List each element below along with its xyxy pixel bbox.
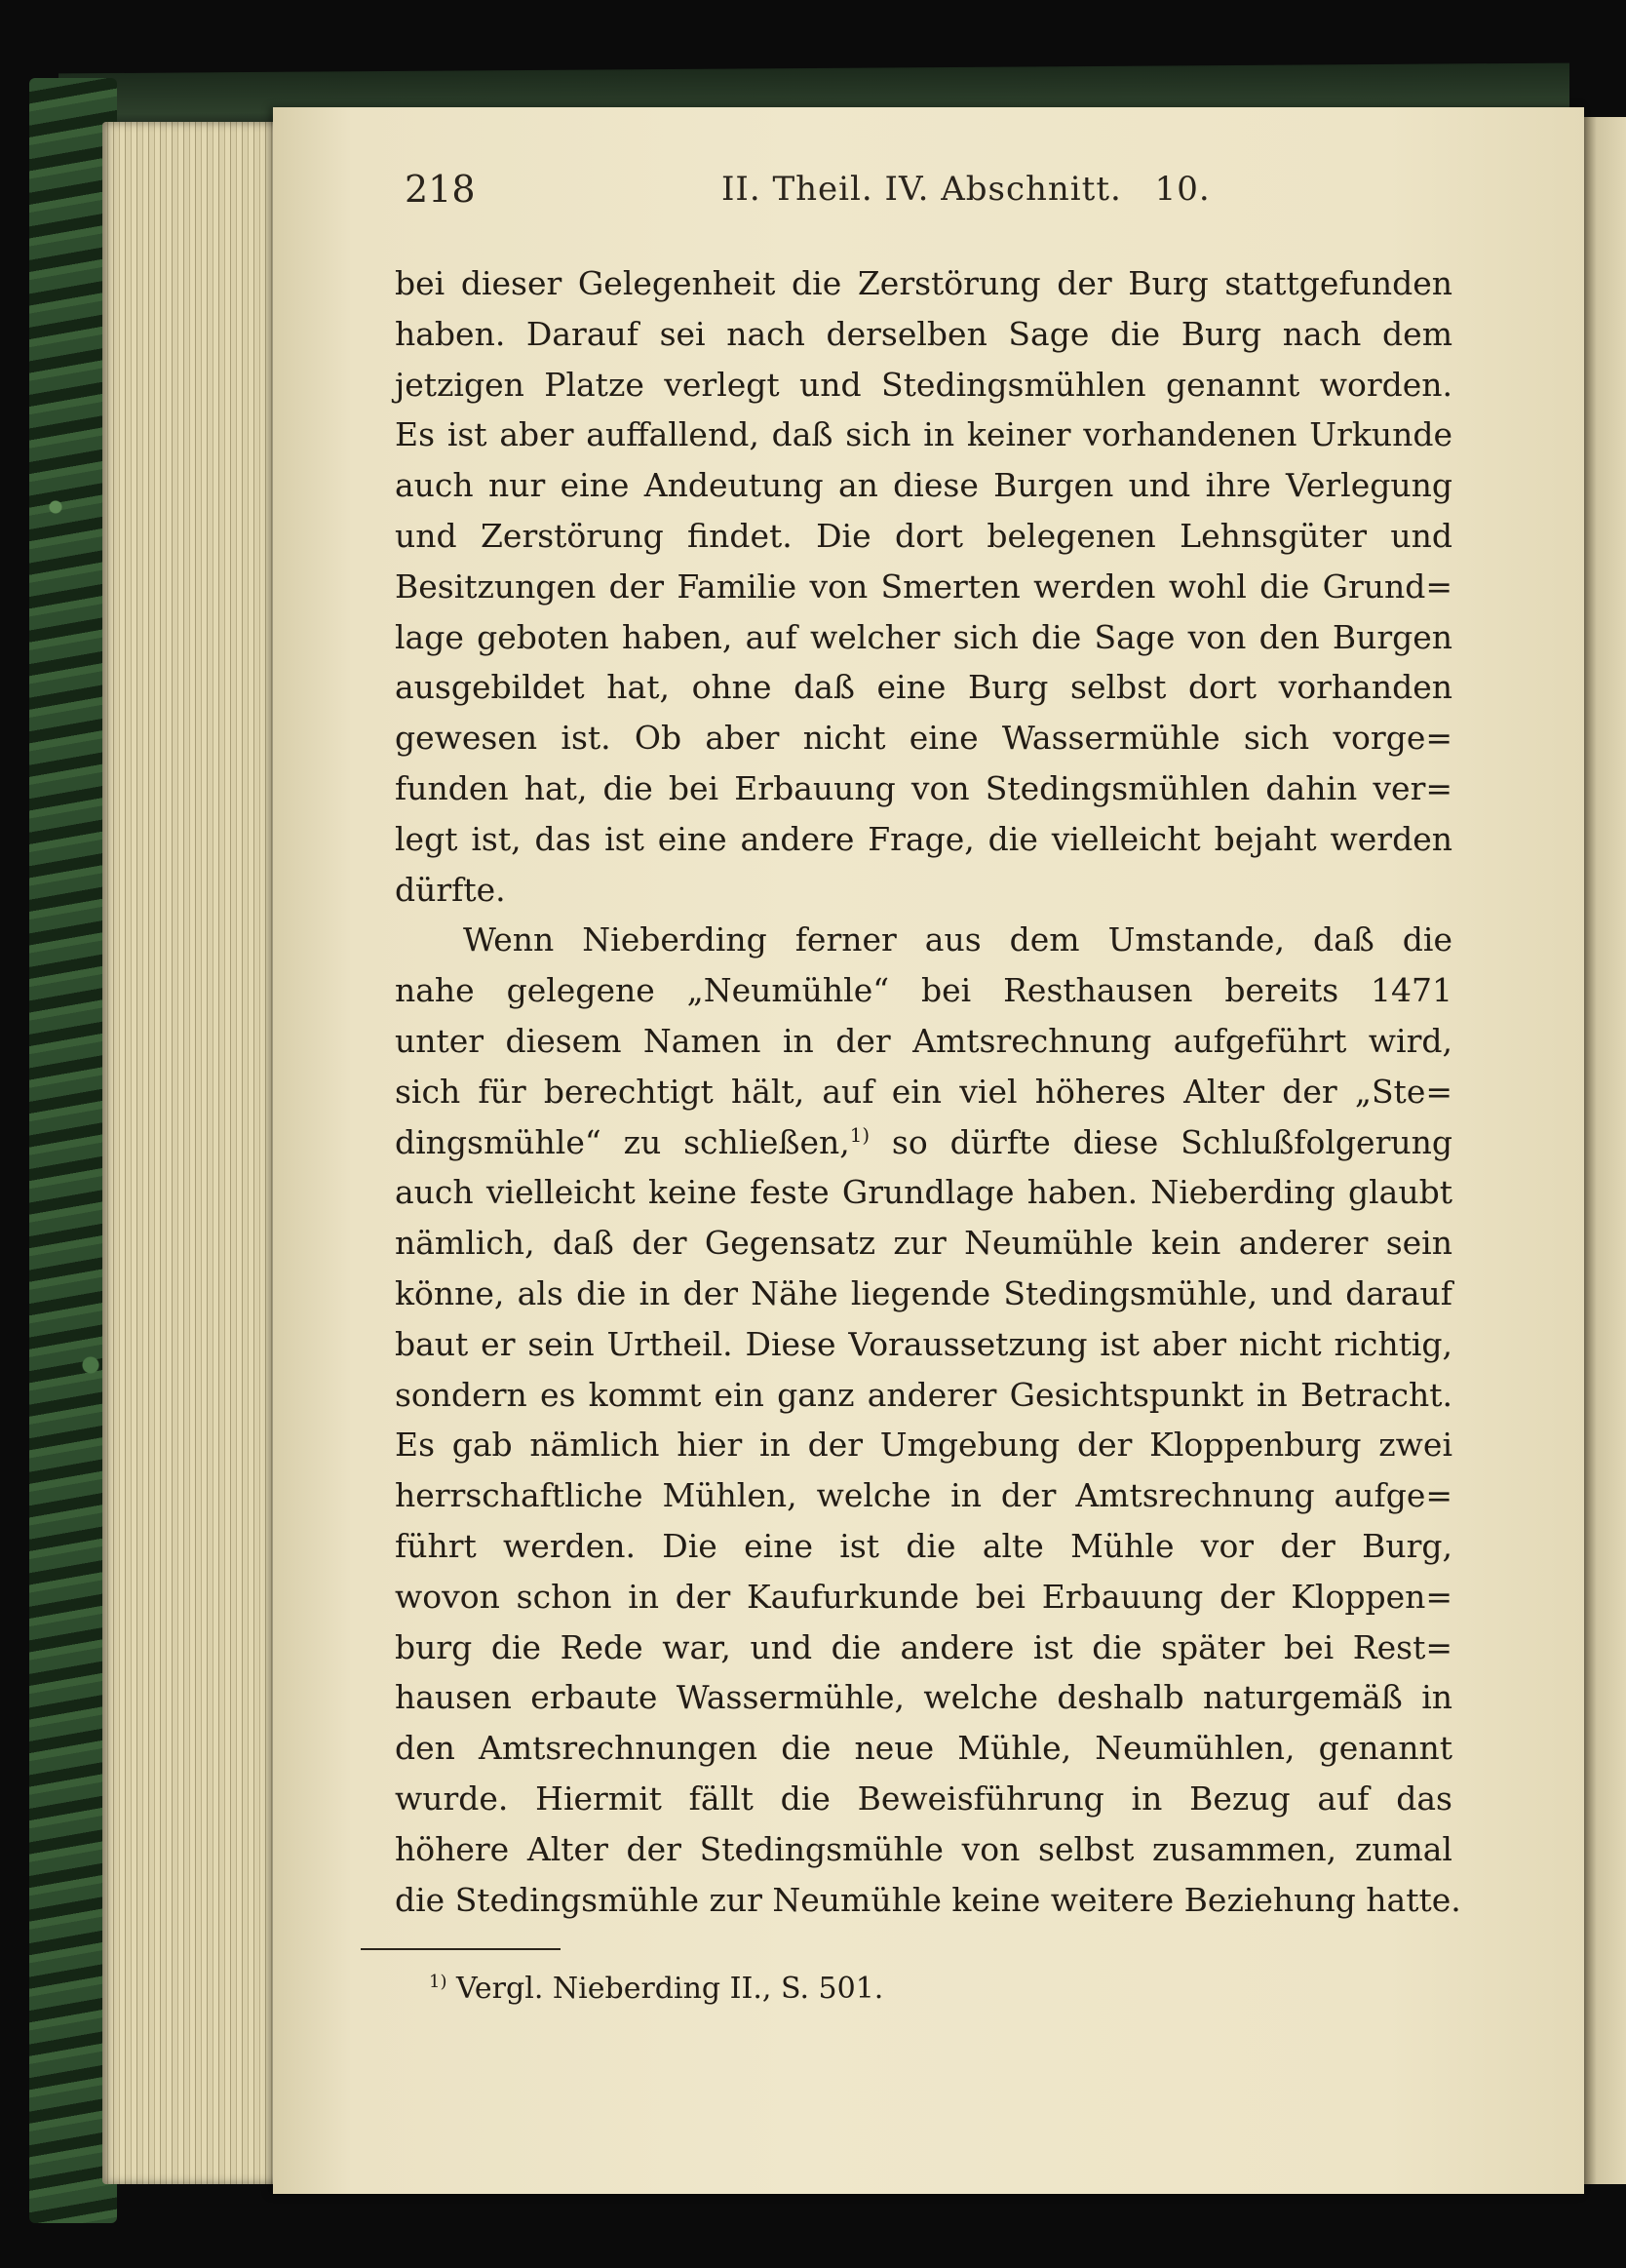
text-line: Es ist aber auffallend, daß sich in keiner vorhandenen Urkunde (395, 415, 1452, 454)
text-line: nämlich, daß der Gegensatz zur Neumühle kein anderer sein (395, 1224, 1452, 1263)
text-line: Es gab nämlich hier in der Umgebung der Kloppenburg zwei (395, 1426, 1452, 1465)
running-head (721, 170, 1211, 209)
text-line: herrschaftliche Mühlen, welche in der Amtsrechnung aufge= (395, 1476, 1452, 1515)
text-line: wurde. Hiermit fällt die Beweisführung in Bezug auf das (395, 1779, 1452, 1818)
text-line: nahe gelegene „Neumühle“ bei Resthausen bereits 1471 (395, 971, 1452, 1010)
text-line-with-footnote (395, 1117, 1452, 1168)
text-line: lage geboten haben, auf welcher sich die Sage von den Burgen (395, 617, 1452, 656)
text-line: bei dieser Gelegenheit die Zerstörung der Burg stattgefunden (395, 264, 1452, 302)
text-line: gewesen ist. Ob aber nicht eine Wassermühle sich vorge= (395, 719, 1452, 758)
text-line: burg die Rede war, und die andere ist die später bei Rest= (395, 1627, 1452, 1666)
body-text (395, 258, 1461, 1925)
text-fragment: so dürfte diese Schlußfolgerung (870, 1122, 1452, 1161)
footnote-reference: 1) (849, 1123, 871, 1147)
text-line: Wenn Nieberding ferner aus dem Umstande, daß die (463, 920, 1452, 959)
text-line: unter diesem Namen in der Amtsrechnung aufgeführt wird, (395, 1021, 1452, 1060)
text-line: sich für berechtigt hält, auf ein viel höheres Alter der „Ste= (395, 1072, 1452, 1111)
running-head-section-number: 10. (1154, 170, 1211, 209)
running-head-section: IV. Abschnitt. (884, 170, 1122, 209)
page-stack-edges (102, 122, 288, 2184)
text-line: könne, als die in der Nähe liegende Stedingsmühle, und darauf (395, 1273, 1452, 1312)
text-line: auch vielleicht keine feste Grundlage haben. Nieberding glaubt (395, 1173, 1452, 1212)
text-line: den Amtsrechnungen die neue Mühle, Neumühlen, genannt (395, 1729, 1452, 1768)
footnote-divider (361, 1948, 561, 1950)
text-line: Besitzungen der Familie von Smerten werden wohl die Grund= (395, 567, 1452, 606)
running-head-part: II. Theil. (721, 170, 873, 209)
text-line: führt werden. Die eine ist die alte Mühle vor der Burg, (395, 1526, 1452, 1565)
page-header (273, 168, 1584, 226)
page-number: 218 (405, 168, 476, 211)
text-line: sondern es kommt ein ganz anderer Gesichtspunkt in Betracht. (395, 1375, 1452, 1414)
text-line: wovon schon in der Kaufurkunde bei Erbauung der Kloppen= (395, 1577, 1452, 1616)
text-line: höhere Alter der Stedingsmühle von selbst zusammen, zumal (395, 1829, 1452, 1868)
footnote-marker: 1) (429, 1972, 447, 1992)
text-line: hausen erbaute Wassermühle, welche deshalb naturgemäß in (395, 1678, 1452, 1717)
text-line: und Zerstörung findet. Die dort belegenen Lehnsgüter und (395, 516, 1452, 555)
footnote-text: Vergl. Nieberding II., S. 501. (446, 1972, 884, 2006)
text-line: legt ist, das ist eine andere Frage, die vielleicht bejaht werden (395, 819, 1452, 858)
text-line: ausgebildet hat, ohne daß eine Burg selbst dort vorhanden (395, 668, 1452, 707)
footnote (429, 1972, 883, 2006)
facing-page-edge (1584, 117, 1626, 2184)
text-line: haben. Darauf sei nach derselben Sage die Burg nach dem (395, 314, 1452, 353)
paragraph-2 (395, 915, 1461, 1925)
text-line: dürfte. (395, 870, 506, 909)
text-line: funden hat, die bei Erbauung von Stedingsmühlen dahin ver= (395, 768, 1452, 807)
text-line: die Stedingsmühle zur Neumühle keine weitere Beziehung hatte. (395, 1880, 1461, 1919)
text-line: auch nur eine Andeutung an diese Burgen und ihre Verlegung (395, 466, 1452, 505)
book-page (273, 107, 1584, 2194)
text-line: jetzigen Platze verlegt und Stedingsmühlen genannt worden. (395, 365, 1452, 404)
text-fragment: dingsmühle“ zu schließen, (395, 1122, 850, 1161)
paragraph-1 (395, 258, 1452, 915)
text-line: baut er sein Urtheil. Diese Voraussetzung ist aber nicht richtig, (395, 1324, 1452, 1363)
